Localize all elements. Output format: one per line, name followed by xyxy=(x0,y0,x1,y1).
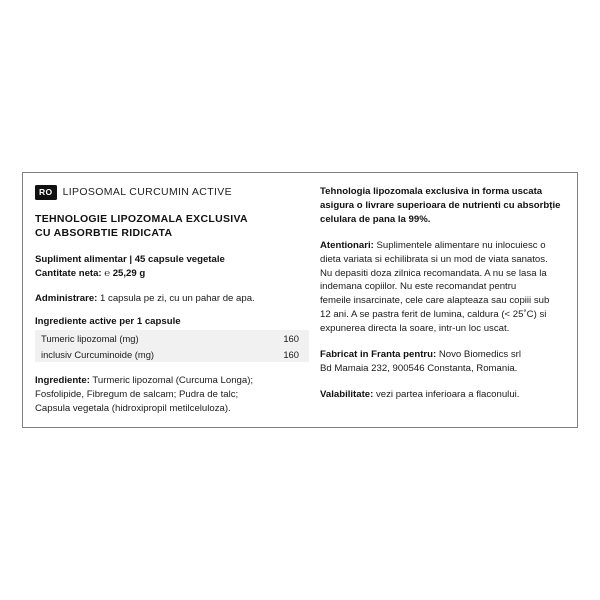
brand-header xyxy=(35,185,310,200)
warnings-first-line xyxy=(320,239,563,253)
manufacturer-first-line xyxy=(320,348,563,362)
technology-claim-block xyxy=(320,185,563,227)
active-ingredients-table xyxy=(35,330,309,362)
ingredients-line-3: Capsula vegetala (hidroxipropil metilceluloza). xyxy=(35,402,231,414)
active-ingredients-section xyxy=(35,316,310,362)
active-ingredients-title: Ingrediente active per 1 capsule xyxy=(35,316,181,328)
warnings-line-2: dieta variata si echilibrata si un mod de viata sanatos. xyxy=(320,253,548,265)
supplement-type-line: Supliment alimentar | 45 capsule vegetale xyxy=(35,254,225,266)
label-right-column xyxy=(310,173,577,427)
ingredient-amount: 160 xyxy=(283,348,299,360)
warnings-line-5: femeile insarcinate, cele care alapteaza sau copiii sub xyxy=(320,295,550,307)
ingredient-name: Tumeric lipozomal (mg) xyxy=(41,332,139,344)
warnings-line-6: 12 ani. A se pastra ferit de lumina, caldura (< 25˚C) si xyxy=(320,309,547,321)
ingredients-first-line xyxy=(35,374,310,388)
supplement-quantity-block xyxy=(35,253,310,280)
product-brand-name: LIPOSOMAL CURCUMIN ACTIVE xyxy=(62,186,232,199)
manufacturer-label: Fabricat in Franta pentru: xyxy=(320,349,437,361)
product-label-panel xyxy=(22,172,578,428)
technology-line-2: asigura o livrare superioara de nutrienti cu absorbție xyxy=(320,199,561,211)
locale-badge-ro: RO xyxy=(35,185,57,200)
table-row xyxy=(35,330,309,346)
manufacturer-address-line: Bd Mamaia 232, 900546 Constanta, Romania. xyxy=(320,362,518,374)
technology-line-1: Tehnologia lipozomala exclusiva in forma uscata xyxy=(320,186,543,197)
ingredients-label: Ingrediente: xyxy=(35,375,90,387)
warnings-line-3: Nu depasiti doza zilnica recomandata. A nu se lasa la xyxy=(320,267,547,279)
net-quantity-line: Cantitate neta: ℮ 25,29 g xyxy=(35,268,146,280)
warnings-line-4: indemana copiilor. Nu este recomandat pentru xyxy=(320,281,517,293)
warnings-line-7: expunerea directa la soare, intr-un loc uscat. xyxy=(320,323,510,335)
label-left-column xyxy=(23,173,310,427)
warnings-line-1: Suplimentele alimentare nu inlocuiesc o xyxy=(373,239,546,251)
ingredients-block xyxy=(35,374,310,415)
expiry-block xyxy=(320,388,563,402)
ingredient-amount: 160 xyxy=(283,332,299,344)
warnings-block xyxy=(320,239,563,336)
table-row xyxy=(35,346,309,362)
headline-line-2: CU ABSORBTIE RIDICATA xyxy=(35,226,173,239)
ingredient-name: inclusiv Curcuminoide (mg) xyxy=(41,348,155,360)
manufacturer-line-1: Novo Biomedics srl xyxy=(436,349,521,361)
expiry-label: Valabilitate: xyxy=(320,388,374,400)
manufacturer-block xyxy=(320,348,563,376)
expiry-text: vezi partea inferioara a flaconului. xyxy=(373,388,520,400)
ingredients-line-2: Fosfolipide, Fibregum de salcam; Pudra de talc; xyxy=(35,388,239,400)
ingredients-line-1: Turmeric lipozomal (Curcuma Longa); xyxy=(89,375,254,387)
product-headline xyxy=(35,212,310,241)
warnings-label: Atentionari: xyxy=(320,239,374,251)
dosage-label: Administrare: xyxy=(35,292,98,304)
technology-line-3: celulara de pana la 99%. xyxy=(320,213,431,225)
dosage-block xyxy=(35,292,310,306)
dosage-text: 1 capsula pe zi, cu un pahar de apa. xyxy=(97,292,255,304)
headline-line-1: TEHNOLOGIE LIPOZOMALA EXCLUSIVA xyxy=(35,212,248,225)
